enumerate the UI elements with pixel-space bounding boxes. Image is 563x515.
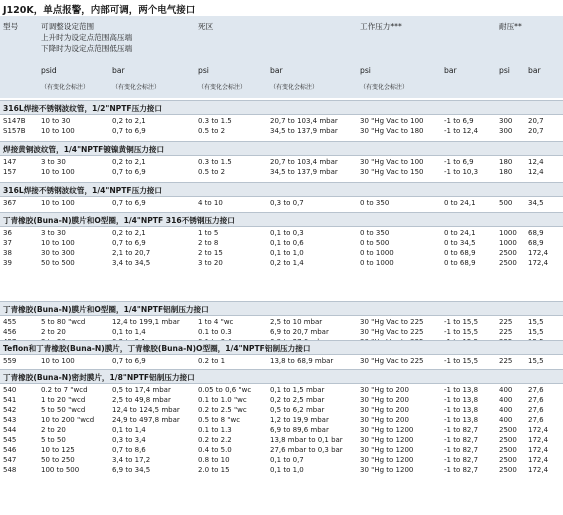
table-cell: 6,9 to 20,7 mbar <box>270 328 329 336</box>
table-cell: 30 "Hg to 200 <box>360 396 409 404</box>
table-row <box>0 445 563 455</box>
table-row <box>0 258 563 268</box>
table-cell: 540 <box>3 386 17 394</box>
unit-label: bar <box>270 66 283 75</box>
table-cell: 10 to 100 <box>41 127 75 135</box>
table-cell: 3,4 to 17,2 <box>112 456 151 464</box>
table-cell: 12,4 <box>528 168 544 176</box>
table-cell: 20,7 <box>528 127 544 135</box>
table-cell: 0 to 500 <box>360 239 390 247</box>
table-cell: 30 "Hg to 1200 <box>360 466 414 474</box>
section-title: 丁青橡胶(Buna-N)膜片和O型圈，1/4"NPTF铝制压力接口 <box>3 305 209 314</box>
table-row <box>0 395 563 405</box>
table-cell: -1 to 15,5 <box>444 318 479 326</box>
table-cell: 1 to 4 "wc <box>198 318 234 326</box>
table-cell: 0.3 to 1.5 <box>198 158 232 166</box>
table-cell: 34,5 to 137,9 mbar <box>270 168 338 176</box>
table-cell: 559 <box>3 357 17 365</box>
table-cell: 100 to 500 <box>41 466 80 474</box>
table-cell: 180 <box>499 158 513 166</box>
table-cell: 1000 <box>499 229 517 237</box>
unit-note: （有变化会标注） <box>270 84 319 91</box>
table-cell: 13,8 mbar to 0,1 bar <box>270 436 343 444</box>
table-row <box>0 356 563 366</box>
section-title: Teflon和丁青橡胶(Buna-N)膜片，丁青橡胶(Buna-N)O型圈，1/4"NPTF铝制压力接口 <box>3 344 311 353</box>
table-cell: -1 to 13,8 <box>444 396 479 404</box>
table-cell: 0.2 to 2.5 "wc <box>198 406 247 414</box>
table-cell: 172,4 <box>528 446 549 454</box>
table-cell: 6,9 to 34,5 <box>112 466 151 474</box>
table-cell: 27,6 <box>528 386 544 394</box>
table-cell: 0.3 to 1.5 <box>198 117 232 125</box>
table-cell: 0.05 to 0,6 "wc <box>198 386 252 394</box>
table-cell: 0,1 to 0,7 <box>270 456 304 464</box>
table-cell: 4 to 10 <box>198 199 223 207</box>
section-header <box>0 340 563 355</box>
section-header <box>0 182 563 197</box>
section-title: 丁青橡胶(Buna-N)膜片和O型圈，1/4"NPTF 316不锈钢压力接口 <box>3 216 235 225</box>
table-cell: 2,5 to 49,8 mbar <box>112 396 171 404</box>
table-cell: 0.1 to 0.3 <box>198 328 232 336</box>
table-cell: 2 to 20 <box>41 426 66 434</box>
table-cell: -1 to 13,8 <box>444 416 479 424</box>
table-row <box>0 116 563 126</box>
table-cell: S147B <box>3 117 26 125</box>
unit-label: bar <box>528 66 541 75</box>
table-cell: 0,2 to 1,4 <box>270 259 304 267</box>
table-cell: 543 <box>3 416 17 424</box>
table-cell: 24,9 to 497,8 mbar <box>112 416 180 424</box>
table-cell: 1,2 to 19,9 mbar <box>270 416 329 424</box>
table-cell: 20,7 to 103,4 mbar <box>270 158 338 166</box>
table-cell: 172,4 <box>528 259 549 267</box>
header-proof-pressure: 耐压** <box>499 22 522 31</box>
header-model: 型号 <box>3 22 19 31</box>
table-cell: 172,4 <box>528 456 549 464</box>
table-cell: 30 "Hg Vac to 225 <box>360 318 424 326</box>
table-cell: 5 to 50 <box>41 436 66 444</box>
header-range-line2: 上升时为设定点范围高压端 <box>41 33 133 42</box>
section-title: 316L焊接不锈钢波纹管，1/4"NPTF压力接口 <box>3 186 162 195</box>
table-cell: 30 "Hg Vac to 180 <box>360 127 424 135</box>
table-cell: 0,7 to 6,9 <box>112 127 146 135</box>
table-cell: 30 "Hg to 1200 <box>360 446 414 454</box>
unit-label: bar <box>112 66 125 75</box>
table-cell: 2500 <box>499 259 517 267</box>
unit-label: bar <box>444 66 457 75</box>
table-cell: 10 to 100 <box>41 239 75 247</box>
table-cell: -1 to 6,9 <box>444 117 474 125</box>
table-row <box>0 157 563 167</box>
table-cell: 3 to 20 <box>198 259 223 267</box>
table-cell: 27,6 mbar to 0,3 bar <box>270 446 343 454</box>
table-cell: 147 <box>3 158 17 166</box>
table-cell: -1 to 82,7 <box>444 436 479 444</box>
table-cell: 2,5 to 10 mbar <box>270 318 323 326</box>
table-row <box>0 327 563 337</box>
table-cell: 5 to 80 "wcd <box>41 318 86 326</box>
table-cell: 10 to 100 <box>41 357 75 365</box>
table-cell: 0,2 to 2,1 <box>112 158 146 166</box>
table-cell: 6,9 to 89,6 mbar <box>270 426 329 434</box>
table-cell: 300 <box>499 117 513 125</box>
table-cell: 0.2 to 2.2 <box>198 436 232 444</box>
table-cell: 3 to 30 <box>41 158 66 166</box>
table-cell: 15,5 <box>528 357 544 365</box>
table-cell: 548 <box>3 466 17 474</box>
unit-label: psi <box>360 66 371 75</box>
header-working-pressure: 工作压力*** <box>360 22 402 31</box>
table-cell: 3 to 30 <box>41 229 66 237</box>
table-row <box>0 405 563 415</box>
table-row <box>0 415 563 425</box>
table-cell: 0 to 24,1 <box>444 199 476 207</box>
table-cell: 39 <box>3 259 12 267</box>
table-cell: 545 <box>3 436 17 444</box>
table-cell: 37 <box>3 239 12 247</box>
table-cell: 0,1 to 1,0 <box>270 249 304 257</box>
table-cell: 172,4 <box>528 249 549 257</box>
table-cell: 0,5 to 17,4 mbar <box>112 386 171 394</box>
table-cell: 10 to 100 <box>41 168 75 176</box>
table-header <box>0 16 563 98</box>
table-cell: 10 to 125 <box>41 446 75 454</box>
table-cell: 455 <box>3 318 17 326</box>
table-cell: 0,2 to 2,1 <box>112 117 146 125</box>
header-range-line3: 下降时为设定点范围低压端 <box>41 44 133 53</box>
table-cell: 50 to 250 <box>41 456 75 464</box>
table-row <box>0 425 563 435</box>
unit-label: psid <box>41 66 57 75</box>
table-cell: 68,9 <box>528 229 544 237</box>
table-cell: 0.1 to 1.3 <box>198 426 232 434</box>
table-cell: 30 "Hg to 1200 <box>360 456 414 464</box>
table-cell: 30 "Hg to 1200 <box>360 436 414 444</box>
table-cell: 541 <box>3 396 17 404</box>
table-row <box>0 238 563 248</box>
table-cell: 0,1 to 1,4 <box>112 328 146 336</box>
table-cell: 0.8 to 10 <box>198 456 230 464</box>
table-cell: 3,4 to 34,5 <box>112 259 151 267</box>
table-cell: 2500 <box>499 249 517 257</box>
table-cell: -1 to 82,7 <box>444 446 479 454</box>
table-cell: 13,8 to 68,9 mbar <box>270 357 334 365</box>
table-cell: 0,5 to 6,2 mbar <box>270 406 325 414</box>
table-cell: 300 <box>499 127 513 135</box>
table-cell: 30 "Hg to 1200 <box>360 426 414 434</box>
table-cell: 0,3 to 3,4 <box>112 436 146 444</box>
header-deadband: 死区 <box>198 22 214 31</box>
table-cell: 27,6 <box>528 416 544 424</box>
table-cell: 0.4 to 5.0 <box>198 446 232 454</box>
table-cell: 38 <box>3 249 12 257</box>
table-cell: 0,7 to 8,6 <box>112 446 146 454</box>
section-header <box>0 301 563 316</box>
table-cell: -1 to 13,8 <box>444 386 479 394</box>
table-cell: 34,5 <box>528 199 544 207</box>
table-cell: -1 to 6,9 <box>444 158 474 166</box>
table-cell: 30 "Hg to 200 <box>360 406 409 414</box>
table-cell: 50 to 500 <box>41 259 75 267</box>
table-cell: 0 to 24,1 <box>444 229 476 237</box>
table-cell: 2500 <box>499 426 517 434</box>
table-cell: 0 to 1000 <box>360 249 394 257</box>
table-cell: -1 to 82,7 <box>444 466 479 474</box>
table-cell: 12,4 <box>528 158 544 166</box>
table-cell: 544 <box>3 426 17 434</box>
table-cell: -1 to 13,8 <box>444 406 479 414</box>
table-cell: 0 to 350 <box>360 229 390 237</box>
table-cell: 30 "Hg Vac to 225 <box>360 357 424 365</box>
table-row <box>0 317 563 327</box>
table-cell: 225 <box>499 328 513 336</box>
unit-note: （有变化会标注） <box>112 84 161 91</box>
table-cell: 2,1 to 20,7 <box>112 249 151 257</box>
table-cell: 30 "Hg to 200 <box>360 386 409 394</box>
table-row <box>0 198 563 208</box>
table-cell: 2.0 to 15 <box>198 466 230 474</box>
table-row <box>0 385 563 395</box>
table-cell: 0.2 to 7 "wcd <box>41 386 88 394</box>
table-cell: 0 to 350 <box>360 199 390 207</box>
table-cell: 0,7 to 6,9 <box>112 239 146 247</box>
table-cell: 0,2 to 2,5 mbar <box>270 396 325 404</box>
table-cell: 20,7 to 103,4 mbar <box>270 117 338 125</box>
table-cell: 2 to 15 <box>198 249 223 257</box>
table-cell: 500 <box>499 199 513 207</box>
unit-label: psi <box>499 66 510 75</box>
table-cell: 27,6 <box>528 396 544 404</box>
table-cell: 180 <box>499 168 513 176</box>
table-cell: 0,1 to 1,4 <box>112 426 146 434</box>
table-cell: 0.5 to 2 <box>198 168 226 176</box>
table-cell: -1 to 82,7 <box>444 426 479 434</box>
table-cell: 2500 <box>499 456 517 464</box>
table-cell: 547 <box>3 456 17 464</box>
table-cell: 172,4 <box>528 426 549 434</box>
table-cell: 34,5 to 137,9 mbar <box>270 127 338 135</box>
table-cell: 2500 <box>499 466 517 474</box>
page-title: J120K，单点报警，内部可调，两个电气接口 <box>3 5 196 16</box>
table-row <box>0 435 563 445</box>
table-cell: 225 <box>499 357 513 365</box>
table-cell: 27,6 <box>528 406 544 414</box>
table-cell: 30 to 300 <box>41 249 75 257</box>
table-cell: 0,7 to 6,9 <box>112 168 146 176</box>
table-cell: 0,1 to 1,5 mbar <box>270 386 325 394</box>
table-cell: 0 to 68,9 <box>444 259 476 267</box>
table-row <box>0 465 563 475</box>
table-cell: 0,7 to 6,9 <box>112 199 146 207</box>
table-cell: -1 to 82,7 <box>444 456 479 464</box>
table-cell: 0,7 to 6,9 <box>112 357 146 365</box>
table-cell: 0.1 to 1.0 "wc <box>198 396 247 404</box>
table-cell: 2 to 8 <box>198 239 219 247</box>
table-row <box>0 167 563 177</box>
section-header <box>0 141 563 156</box>
section-header <box>0 369 563 384</box>
table-cell: 68,9 <box>528 239 544 247</box>
table-cell: 12,4 to 199,1 mbar <box>112 318 180 326</box>
table-cell: 367 <box>3 199 17 207</box>
table-cell: 5 to 50 "wcd <box>41 406 86 414</box>
table-cell: 2 to 20 <box>41 328 66 336</box>
table-cell: -1 to 15,5 <box>444 328 479 336</box>
header-range-title: 可调整设定范围 <box>41 22 95 31</box>
section-header <box>0 100 563 115</box>
table-cell: 2500 <box>499 446 517 454</box>
table-cell: 0.5 to 2 <box>198 127 226 135</box>
unit-note: （有变化会标注） <box>198 84 247 91</box>
table-cell: 15,5 <box>528 328 544 336</box>
table-cell: 0,3 to 0,7 <box>270 199 304 207</box>
table-row <box>0 228 563 238</box>
table-cell: 30 "Hg Vac to 100 <box>360 158 424 166</box>
table-cell: 2500 <box>499 436 517 444</box>
table-cell: 0.2 to 1 <box>198 357 226 365</box>
table-cell: 20,7 <box>528 117 544 125</box>
table-cell: 0 to 68,9 <box>444 249 476 257</box>
table-cell: 36 <box>3 229 12 237</box>
table-cell: -1 to 12,4 <box>444 127 479 135</box>
table-cell: 10 to 100 <box>41 199 75 207</box>
table-cell: S157B <box>3 127 26 135</box>
table-cell: -1 to 15,5 <box>444 357 479 365</box>
table-cell: 400 <box>499 416 513 424</box>
table-cell: 0,2 to 2,1 <box>112 229 146 237</box>
section-header <box>0 212 563 227</box>
section-title: 焊接黄铜波纹管，1/4"NPTF镀镍黄铜压力接口 <box>3 145 165 154</box>
table-cell: 0 to 34,5 <box>444 239 476 247</box>
unit-note: （有变化会标注） <box>360 84 409 91</box>
table-row <box>0 248 563 258</box>
table-cell: 10 to 30 <box>41 117 71 125</box>
table-cell: 30 "Hg Vac to 150 <box>360 168 424 176</box>
table-cell: 0,1 to 0,3 <box>270 229 304 237</box>
table-cell: 225 <box>499 318 513 326</box>
table-cell: -1 to 10,3 <box>444 168 479 176</box>
table-cell: 542 <box>3 406 17 414</box>
section-title: 丁青橡胶(Buna-N)密封膜片，1/8"NPTF铝制压力接口 <box>3 373 195 382</box>
table-cell: 546 <box>3 446 17 454</box>
unit-label: psi <box>198 66 209 75</box>
table-cell: 30 "Hg Vac to 100 <box>360 117 424 125</box>
table-row <box>0 126 563 136</box>
table-cell: 400 <box>499 396 513 404</box>
table-cell: 0,1 to 1,0 <box>270 466 304 474</box>
table-cell: 157 <box>3 168 17 176</box>
table-cell: 456 <box>3 328 17 336</box>
table-cell: 1000 <box>499 239 517 247</box>
table-cell: 10 to 200 "wcd <box>41 416 95 424</box>
table-cell: 0 to 1000 <box>360 259 394 267</box>
table-row <box>0 455 563 465</box>
table-cell: 12,4 to 124,5 mbar <box>112 406 180 414</box>
table-cell: 1 to 5 <box>198 229 219 237</box>
table-cell: 30 "Hg to 200 <box>360 416 409 424</box>
table-cell: 172,4 <box>528 466 549 474</box>
table-cell: 0,1 to 0,6 <box>270 239 304 247</box>
table-cell: 400 <box>499 386 513 394</box>
table-cell: 1 to 20 "wcd <box>41 396 86 404</box>
table-cell: 30 "Hg Vac to 225 <box>360 328 424 336</box>
table-cell: 15,5 <box>528 318 544 326</box>
table-cell: 172,4 <box>528 436 549 444</box>
table-cell: 0.5 to 8 "wc <box>198 416 241 424</box>
table-cell: 400 <box>499 406 513 414</box>
section-title: 316L焊接不锈钢波纹管，1/2"NPTF压力接口 <box>3 104 162 113</box>
unit-note: （有变化会标注） <box>41 84 90 91</box>
